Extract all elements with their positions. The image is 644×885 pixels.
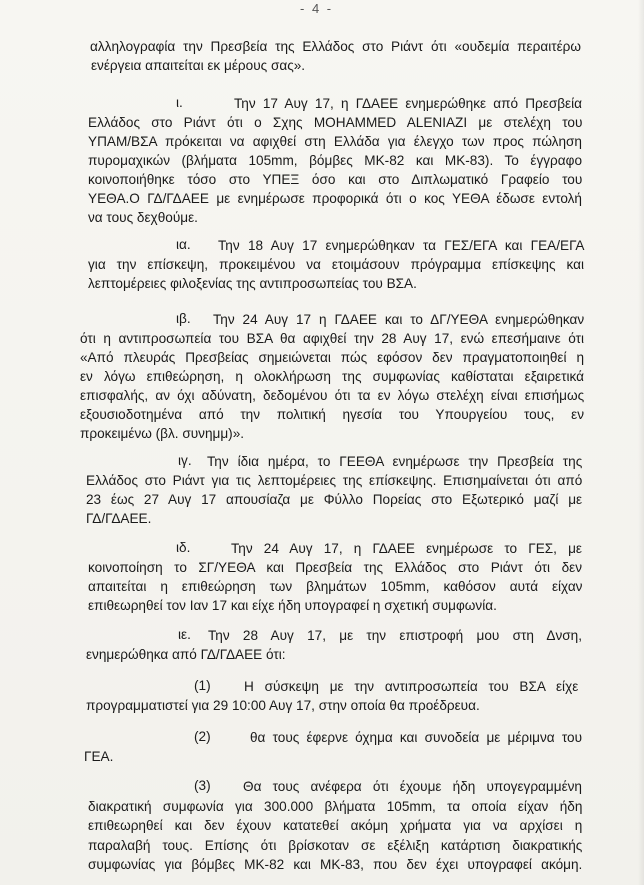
section-marker-ig: ιγ. [178, 453, 192, 468]
section-line: για την επίσκεψη, προκειμένου να ετοιμάσουν πρόγραμμα επίσκεψης και [88, 257, 584, 272]
section-line: «Από πλευράς Πρεσβείας σημειώνεται πώς εφόσον δεν πραγματοποιηθεί η [80, 350, 584, 365]
section-i [88, 94, 582, 227]
subitem-marker-1: (1) [194, 678, 211, 693]
subitem-line: προγραμματιστεί για 29 10:00 Αυγ 17, στην οποία θα προέδρευα. [86, 698, 480, 713]
section-marker-id: ιδ. [176, 540, 191, 555]
section-line: κοινοποίηση το ΣΓ/ΥΕΘΑ και Πρεσβεία της Ελλάδος στο Ριάντ ότι δεν [88, 560, 582, 575]
subitem-line: επιθεωρηθεί και δεν έχουν κατατεθεί ακόμη χρήματα για να αρχίσει η [88, 818, 583, 833]
section-id [88, 539, 582, 615]
section-marker-ie: ιε. [178, 627, 191, 642]
section-line: εξουσιοδοτημένα από την πολιτική ηγεσία του Υπουργείου τους, εν [80, 407, 584, 422]
section-line: Την 28 Αυγ 17, με την επιστροφή μου στη Δνση, [208, 628, 582, 643]
subitem-line: διακρατική συμφωνία για 300.000 βλήματα 105mm, τα οποία είχαν ήδη [88, 798, 583, 814]
section-marker-ib: ιβ. [176, 311, 191, 326]
section-line: ενημερώθηκα από ΓΔ/ΓΔΑΕΕ ότι: [86, 647, 286, 662]
section-marker-ia: ια. [176, 237, 191, 252]
subitem-marker-3: (3) [194, 778, 211, 793]
subitem-1 [86, 677, 578, 715]
section-line: να τους δεχθούμε. [88, 210, 198, 225]
subitem-line: Θα τους ανέφερα ότι έχουμε ήδη υπογεγραμμένη [243, 779, 582, 794]
subitem-line: παραλαβή τους. Επίσης ότι βρίσκοταν σε εξέλιξη κατάρτιση διακρατικής [88, 837, 583, 853]
section-line: ΥΕΘΑ.Ο ΓΔ/ΓΔΑΕΕ με ενημέρωσε προφορικά ότι ο κος ΥΕΘΑ έδωσε εντολή [88, 191, 582, 206]
subitem-line: ΓΕΑ. [84, 749, 114, 764]
intro-line: αλληλογραφία την Πρεσβεία της Ελλάδος στο Ριάντ ότι «ουδεμία περαιτέρω [90, 39, 581, 54]
subitem-line: θα τους έφερνε όχημα και συνοδεία με μέριμνα του [250, 730, 582, 745]
subitem-line: Η σύσκεψη με την αντιπροσωπεία του ΒΣΑ είχε [244, 679, 579, 694]
section-line: Την ίδια ημέρα, το ΓΕΕΘΑ ενημέρωσε την Πρεσβεία της [207, 454, 583, 469]
section-ie [86, 626, 582, 664]
section-line: κοινοποιήθηκε τόσο στο ΥΠΕΞ όσο και στο Διπλωματικό Γραφείο του [88, 172, 583, 187]
section-line: εν λόγω επιθεώρηση, η ολοκλήρωση της συμφωνίας καθίσταται εξαιρετικά [80, 369, 584, 384]
section-line: 23 έως 27 Αυγ 17 απουσίαζα με Φύλλο Πορείας στο Εξωτερικό μαζί με [86, 492, 583, 507]
subitem-marker-2: (2) [194, 729, 211, 744]
section-line: Ελλάδος στο Ριάντ για τις λεπτομέρειες της επίσκεψης. Επισημαίνεται ότι από [86, 473, 583, 488]
section-marker-i: ι. [176, 95, 183, 110]
section-line: απαιτείται η επιθεώρηση των βλημάτων 105mm, καθόσον αυτά είχαν [88, 579, 583, 594]
section-ig [86, 452, 582, 528]
section-line: πυρομαχικών (βλήματα 105mm, βόμβες ΜΚ-82 και ΜΚ-83). Το έγγραφο [88, 153, 583, 168]
section-line: Την 24 Αυγ 17 η ΓΔΑΕΕ και το ΔΓ/ΥΕΘΑ ενημερώθηκαν [213, 312, 585, 327]
section-ib [80, 310, 584, 443]
section-line: ότι η αντιπροσωπεία του ΒΣΑ θα αφιχθεί την 28 Αυγ 17, ενώ επεσήμαινε ότι [80, 331, 584, 346]
intro-paragraph [90, 37, 581, 75]
subitem-2 [84, 728, 582, 766]
section-line: Την 24 Αυγ 17, η ΓΔΑΕΕ ενημέρωσε το ΓΕΣ, με [231, 541, 582, 556]
section-line: λεπτομέρειες φιλοξενίας της αντιπροσωπείας του ΒΣΑ. [88, 276, 417, 291]
page-number: - 4 - [300, 1, 334, 16]
section-line: Την 17 Αυγ 17, η ΓΔΑΕΕ ενημερώθηκε από Πρεσβεία [234, 96, 582, 111]
section-line: επισφαλής, αν όχι αδύνατη, δεδομένου ότι τα εν λόγω στελέχη είναι επισήμως [80, 388, 585, 403]
section-ia [88, 236, 584, 293]
scan-shadow [638, 0, 644, 885]
section-line: ΥΠΑΜ/ΒΣΑ πρόκειται να αφιχθεί στη Ελλάδα για έλεγχο των προς πώληση [88, 134, 582, 149]
section-line: προκειμένω (βλ. συνημμ)». [80, 426, 245, 441]
subitem-line: συμφωνίας για βόμβες ΜΚ-82 και ΜΚ-83, που δεν έχει υπογραφεί ακόμη. [88, 857, 583, 872]
subitem-3 [88, 777, 582, 875]
section-line: Ελλάδος στο Ριάντ ότι ο Σχης MOHAMMED ALENIAZI με στελέχη του [88, 115, 583, 130]
section-line: ΓΔ/ΓΔΑΕΕ. [86, 511, 152, 526]
section-line: επιθεωρηθεί τον Ιαν 17 και είχε ήδη υπογραφεί η σχετική συμφωνία. [88, 598, 497, 613]
intro-line: ενέργεια απαιτείται εκ μέρους σας». [91, 58, 306, 73]
section-line: Την 18 Αυγ 17 ενημερώθηκαν τα ΓΕΣ/ΕΓΑ και ΓΕΑ/ΕΓΑ [218, 238, 585, 253]
